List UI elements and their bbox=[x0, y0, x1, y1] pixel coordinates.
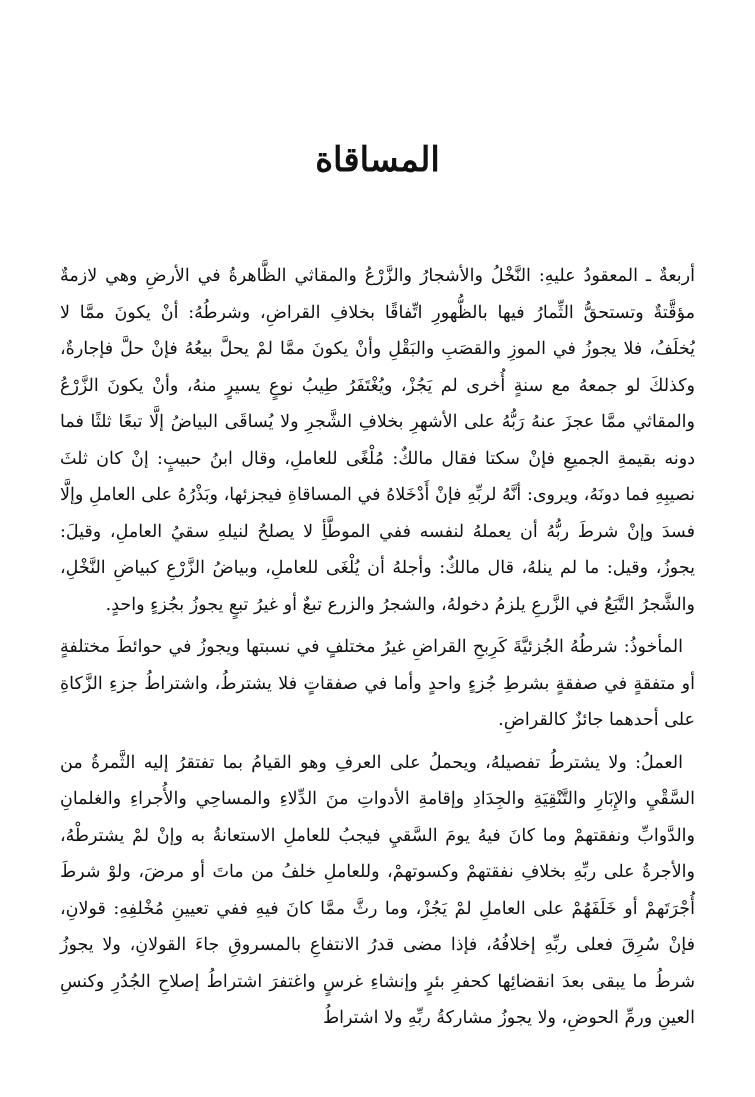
body-text bbox=[60, 258, 695, 1043]
chapter-title: المساقاة bbox=[315, 140, 440, 180]
paragraph-object: أربعةٌ ـ المعقودُ عليهِ: النَّخْلُ والأشجارُ والزَّرْعُ والمقاثي الظَّاهرةُ في الأرضِ وهي لازمةٌ مؤقَّتةٌ وتستحقُّ الثِّمارُ فيها بالظُّهورِ اتِّفاقًا بخلافِ القراضِ، وشرطُهُ: أنْ يكونَ ممَّا لا يُخلَفُ، فلا يجوزُ في الموزِ والقصَبِ والبَقْلِ وأنْ يكونَ ممَّا لمْ يحلَّ بيعُهُ فإنْ حلَّ فإجارةٌ، وكذلكَ لو جمعهُ مع سنةٍ أُخرى لم يَجُزْ، ويُغْتَفَرُ طِيبُ نوعٍ يسيرٍ منهُ، وأنْ يكونَ الزَّرْعُ والمقاثي ممَّا عجزَ عنهُ رَبُّهُ على الأشهرِ بخلافِ الشَّجرِ ولا يُساقَى البياضُ إلَّا تبعًا ثلثًا فما دونه بقيمةِ الجميعِ فإنْ سكتا فقال مالكٌ: مُلْغًى للعاملِ، وقال ابنُ حبيبٍ: إنْ كان ثلثَ نصيبِهِ فما دونَهُ، ويروى: أنَّهُ لربِّهِ فإنْ أَدْخَلاهُ في المساقاةِ فيجزئها، وبَذْرُهُ على العاملِ وإلَّا فسدَ وإنْ شرطَ ربُّهُ أن يعملهُ لنفسه ففي الموطَّأِ لا يصلحُ لنيلهِ سقيُ العاملِ، وقيلَ: يجوزُ، وقيل: ما لم ينلهُ، قال مالكٌ: وأجلهُ أن يُلْغَى للعاملِ، وبياضُ الزَّرْعِ كبياضِ النَّخْلِ، والشَّجرُ التَّبَعُ في الزَّرعِ يلزمُ دخولهُ، والشجرُ والزرع تبعٌ أو غيرُ تبعٍ يجوزُ بجُزءٍ واحدٍ. bbox=[60, 266, 695, 615]
paragraph-work: العملُ: ولا يشترطُ تفصيلهُ، ويحملُ على العرفِ وهو القيامُ بما تفتقرُ إليه الثَّمرةُ من السَّقْيِ والإِبَارِ والتَّنْقِيَةِ والجِدَادِ وإقامةِ الأدواتِ منَ الدِّلاءِ والمساحِي والأُجراءِ والغلمانِ والدَّوابِّ ونفقتهمْ وما كانَ فيهُ يومَ السَّقيِ فيجبُ للعاملِ الاستعانةُ به وإنْ لمْ يشترطْهُ، والأجرةُ على ربِّهِ بخلافِ نفقتهمْ وكسوتهمْ، وللعاملِ خلفُ من ماتَ أو مرضَ، ولوْ شرطَ أُجْرَتَهمْ أو خَلَفَهُمْ على العاملِ لمْ يَجُزْ، وما رثَّ ممَّا كانَ فيهِ ففي تعيينِ مُخْلفِهِ: قولانِ، فإنْ سُرِقَ فعلى ربِّهِ إخلافُهُ، فإذا مضى قدرُ الانتفاعِ بالمسروقِ جاءَ القولانِ، ولا يجوزُ شرطُ ما يبقى بعدَ انقضائِها كحفرِ بئرٍ وإنشاءِ غرسٍ واغتفرَ اشتراطُ إصلاحِ الجُدُرِ وكنسِ العينِ ورمِّ الحوضِ، ولا يجوزُ مشاركةُ ربِّهِ ولا اشتراطُ bbox=[60, 752, 695, 1028]
paragraph-share: المأخوذُ: شرطُهُ الجُزئيَّةَ كَرِبحِ القراضِ غيرُ مختلفٍ في نسبتها ويجوزُ في حوائطَ مختلفةٍ أو متفقةٍ في صفقةٍ بشرطِ جُزءٍ واحدٍ وأما في صفقاتٍ فلا يشترطُ، واشتراطُ جزءِ الزَّكاةِ على أحدهما جائزٌ كالقراضِ. bbox=[60, 637, 695, 730]
